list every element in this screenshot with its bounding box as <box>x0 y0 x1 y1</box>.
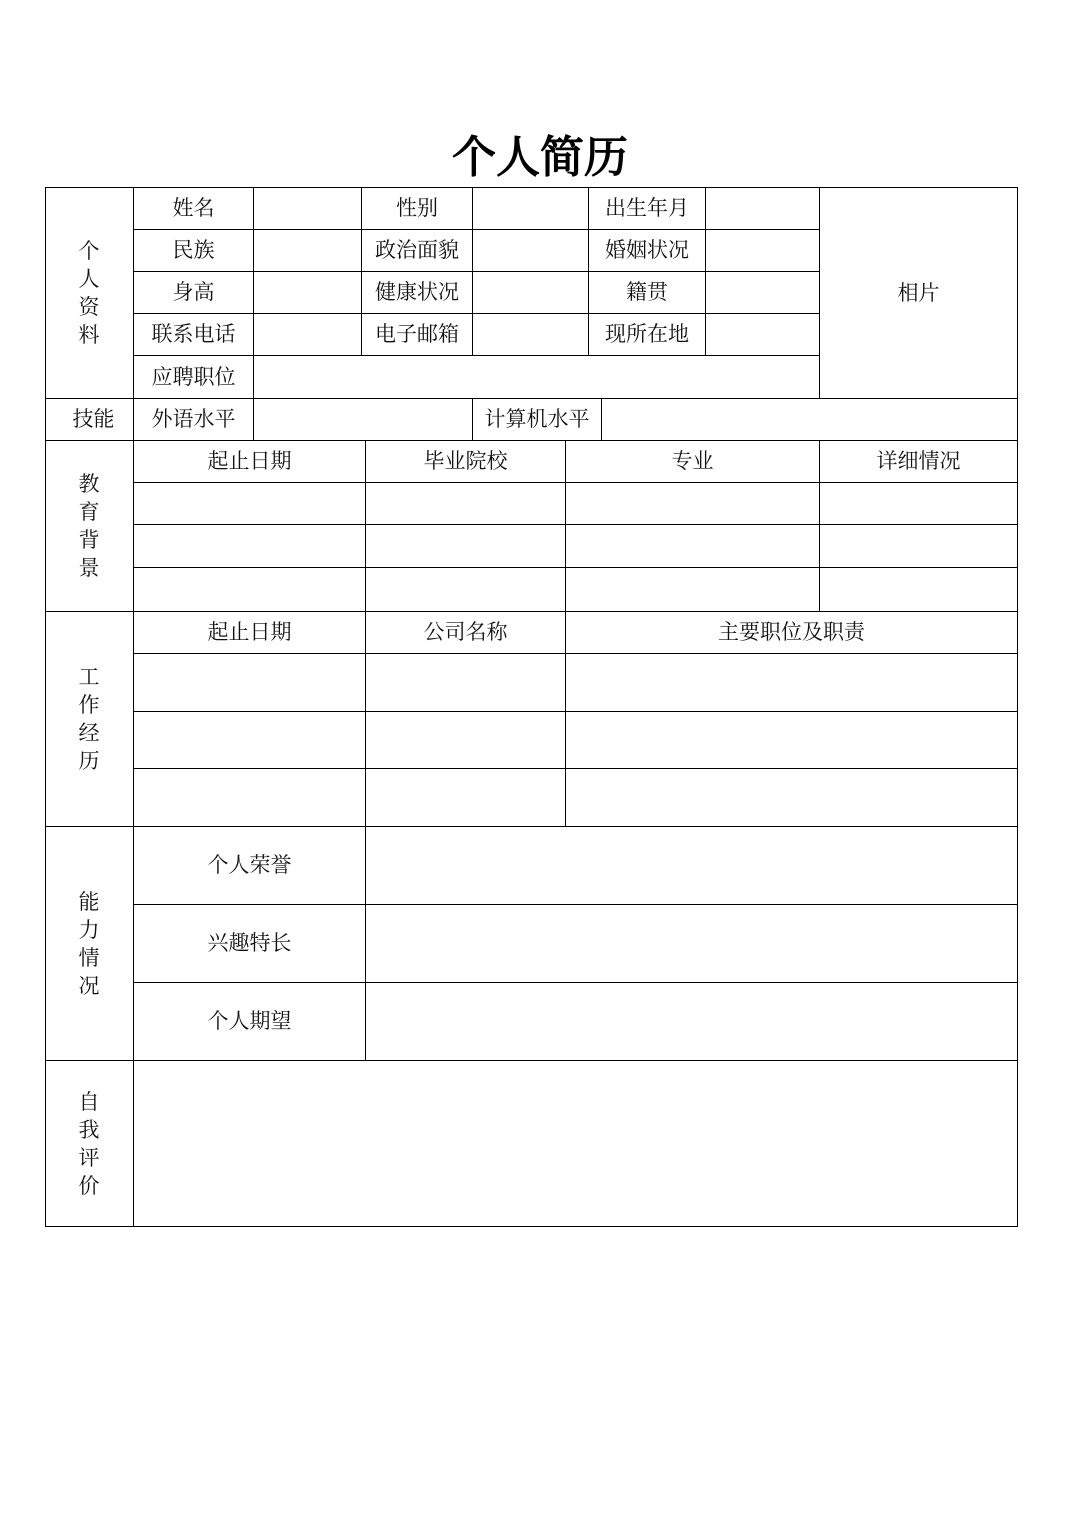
work-header-dates: 起止日期 <box>207 620 292 644</box>
birth-value[interactable] <box>706 188 819 229</box>
row-line <box>133 768 1018 769</box>
email-label: 电子邮箱 <box>375 322 459 346</box>
column-line <box>1017 187 1018 1227</box>
edu-header-major: 专业 <box>671 449 714 473</box>
honors-value[interactable] <box>366 827 1017 904</box>
work-header-duties: 主要职位及职责 <box>718 620 865 644</box>
edu-header-school: 毕业院校 <box>423 449 508 473</box>
height-value[interactable] <box>254 272 361 313</box>
row-line <box>133 482 1018 483</box>
section-self-eval-label: 自我评价 <box>78 1089 100 1198</box>
language-label: 外语水平 <box>151 407 236 431</box>
position-value[interactable] <box>254 356 819 398</box>
section-education-label: 教育背景 <box>78 472 100 580</box>
expectation-value[interactable] <box>366 983 1017 1060</box>
section-education <box>46 441 133 611</box>
section-work-label: 工作经历 <box>78 665 100 773</box>
politics-label: 政治面貌 <box>375 238 459 262</box>
honors-label: 个人荣誉 <box>207 853 292 877</box>
name-value[interactable] <box>254 188 361 229</box>
marital-value[interactable] <box>706 230 819 271</box>
section-skills: 技能 <box>72 407 115 431</box>
section-work <box>46 612 133 826</box>
photo-box[interactable] <box>820 188 1017 398</box>
row-line <box>133 653 1018 654</box>
ethnicity-value[interactable] <box>254 230 361 271</box>
location-label: 现所在地 <box>605 322 689 346</box>
gender-value[interactable] <box>473 188 588 229</box>
row-line <box>133 524 1018 525</box>
work-header-company: 公司名称 <box>423 620 508 644</box>
birth-label: 出生年月 <box>605 196 689 220</box>
native-label: 籍贯 <box>626 280 668 304</box>
photo-label: 相片 <box>897 280 940 305</box>
location-value[interactable] <box>706 314 819 355</box>
name-label: 姓名 <box>172 196 215 220</box>
politics-value[interactable] <box>473 230 588 271</box>
gender-label: 性别 <box>396 196 438 220</box>
row-line <box>133 567 1018 568</box>
height-label: 身高 <box>172 280 215 304</box>
section-ability <box>46 827 133 1060</box>
section-self-eval <box>46 1061 133 1226</box>
row-line <box>45 1226 1018 1227</box>
edu-header-dates: 起止日期 <box>207 449 292 473</box>
phone-value[interactable] <box>254 314 361 355</box>
section-personal <box>46 188 133 398</box>
section-personal-label: 个人资料 <box>78 239 100 347</box>
computer-value[interactable] <box>602 399 1017 440</box>
ethnicity-label: 民族 <box>172 238 215 262</box>
computer-label: 计算机水平 <box>484 407 590 431</box>
marital-label: 婚姻状况 <box>605 238 689 262</box>
language-value[interactable] <box>254 399 472 440</box>
self-eval-value[interactable] <box>134 1061 1017 1226</box>
expectation-label: 个人期望 <box>207 1009 292 1033</box>
resume-title: 个人简历 <box>452 132 628 183</box>
native-value[interactable] <box>706 272 819 313</box>
email-value[interactable] <box>473 314 588 355</box>
hobbies-value[interactable] <box>366 905 1017 982</box>
edu-header-details: 详细情况 <box>876 449 961 473</box>
health-label: 健康状况 <box>375 280 459 304</box>
health-value[interactable] <box>473 272 588 313</box>
phone-label: 联系电话 <box>151 322 236 346</box>
section-ability-label: 能力情况 <box>78 889 100 998</box>
hobbies-label: 兴趣特长 <box>207 931 292 955</box>
position-label: 应聘职位 <box>151 364 236 389</box>
row-line <box>133 711 1018 712</box>
